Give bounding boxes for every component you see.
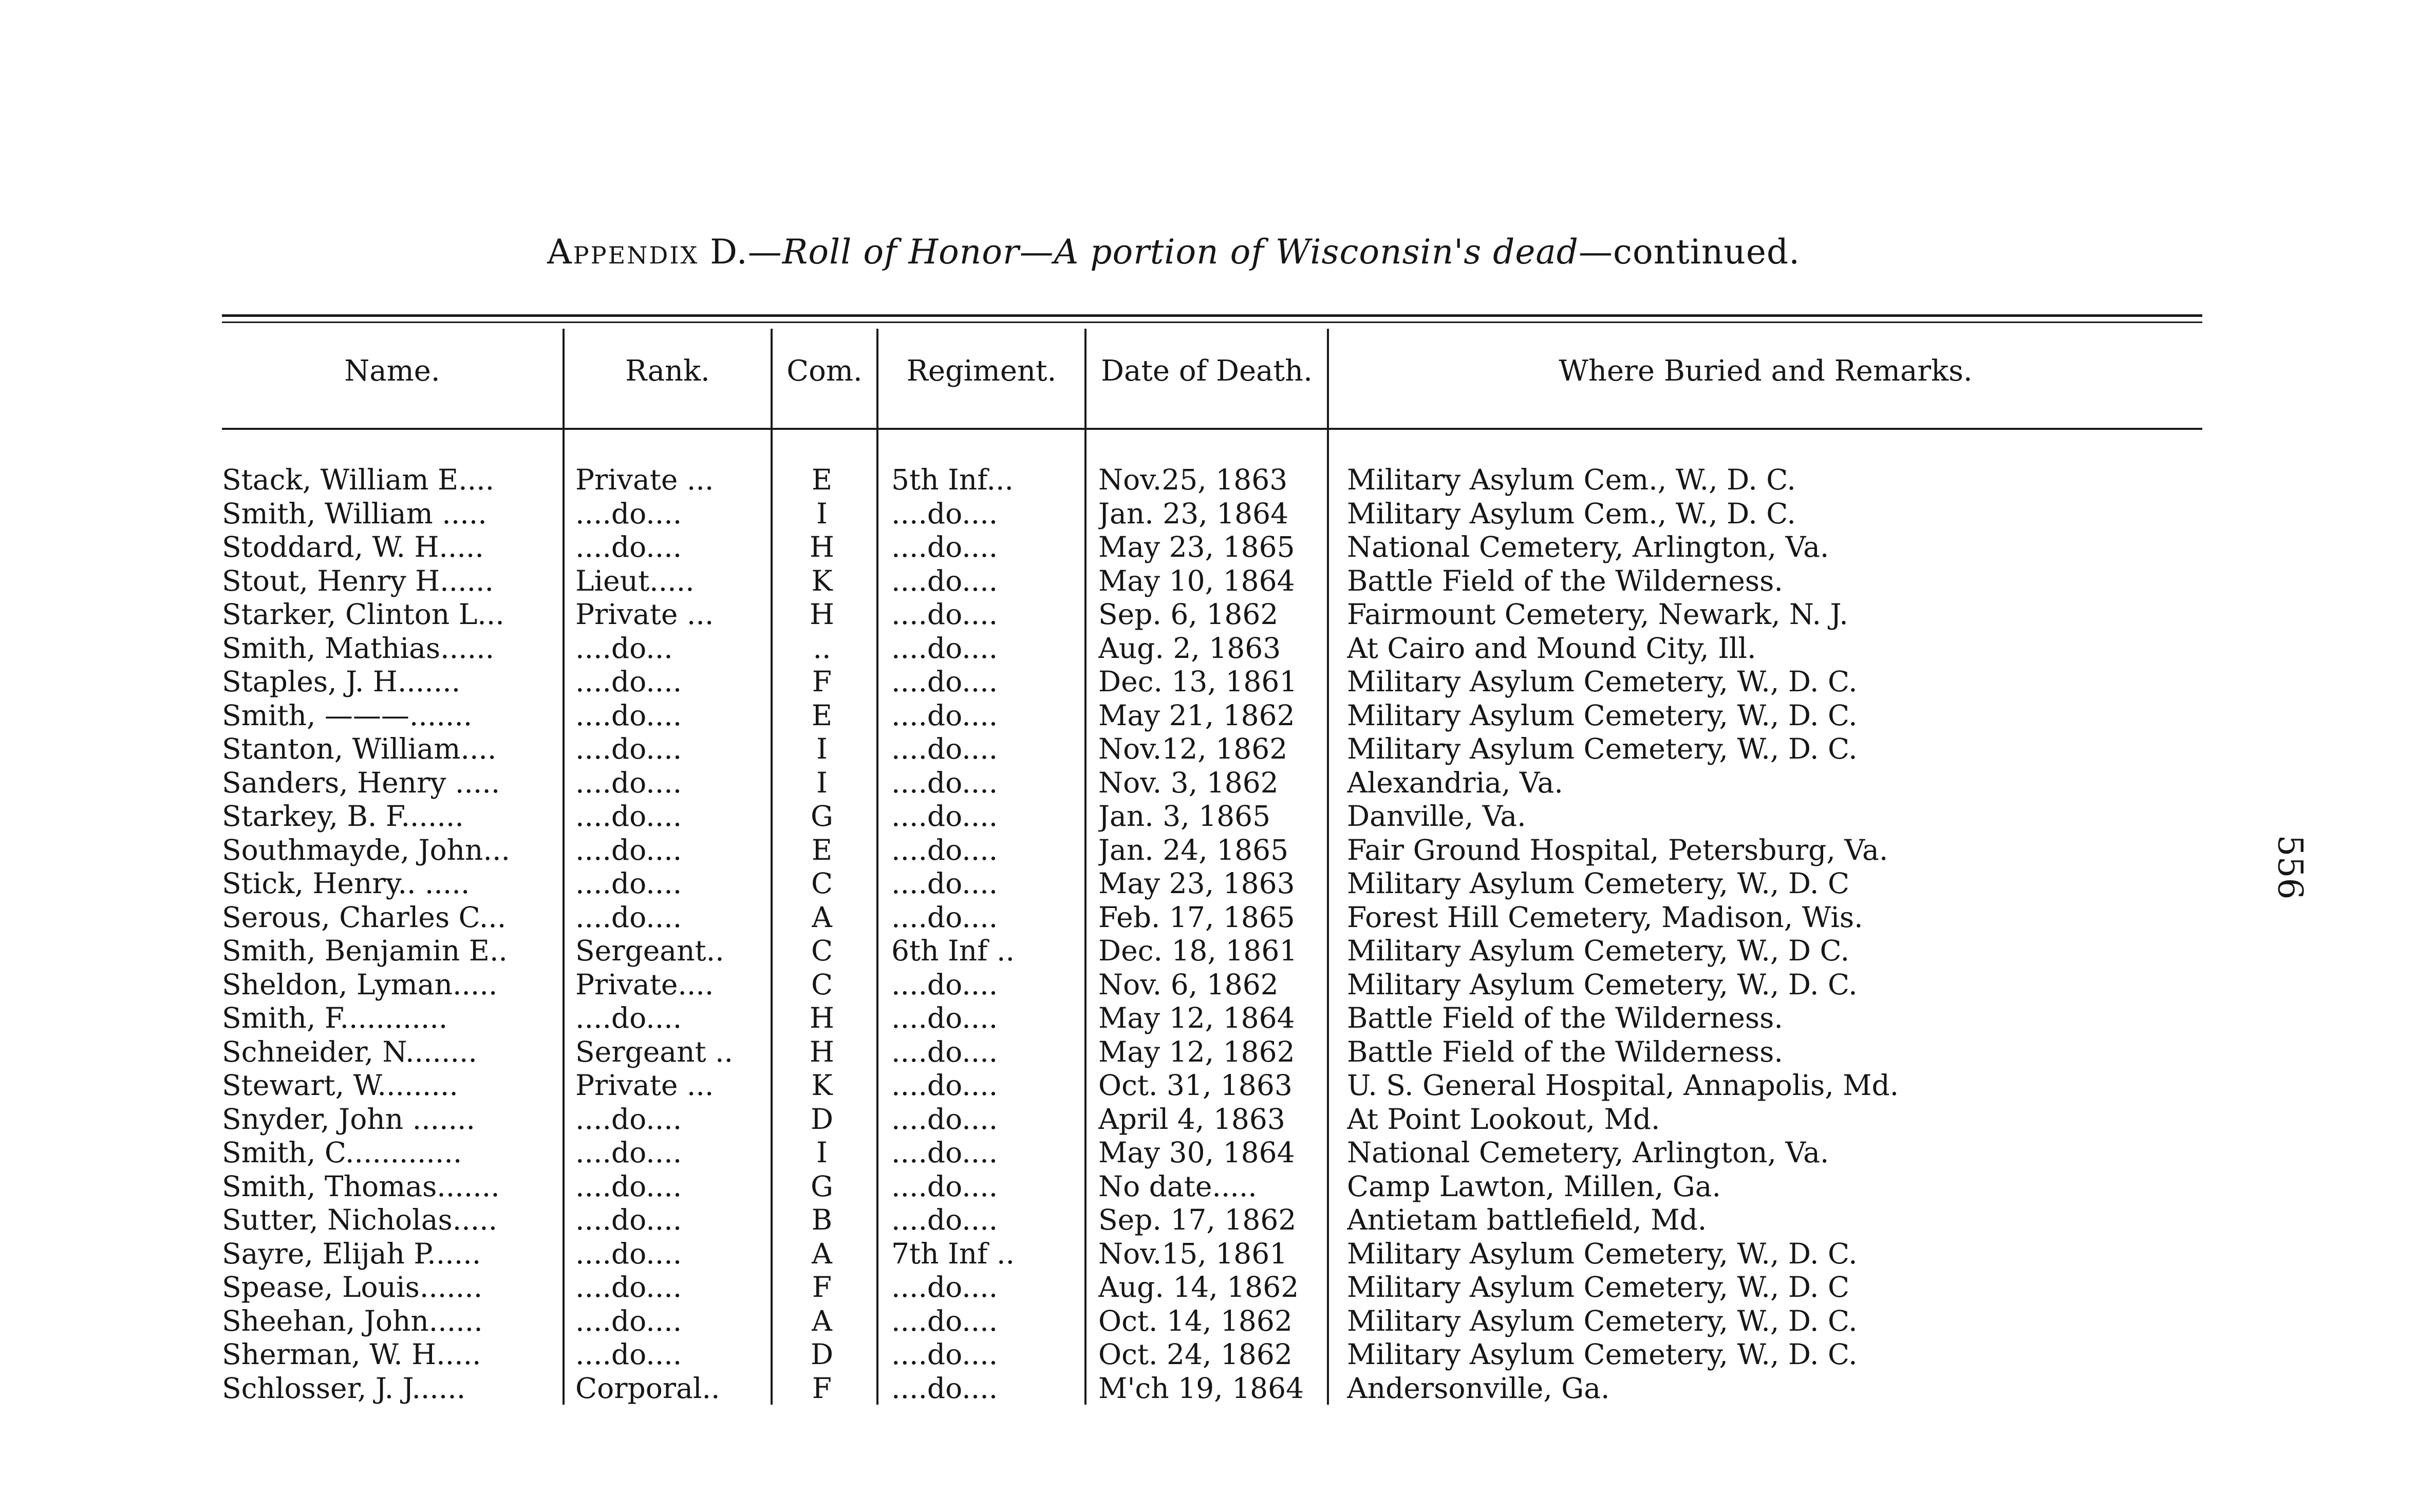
regiment-cell: ....do....: [891, 833, 998, 866]
company-cell: A: [812, 900, 832, 934]
rank-cell: ....do....: [575, 900, 682, 934]
company-cell: I: [816, 732, 828, 765]
rank-cell: ....do....: [575, 1102, 682, 1136]
date-of-death-cell: Oct. 24, 1862: [1098, 1338, 1293, 1371]
company-cell: G: [811, 1169, 833, 1203]
company-cell: F: [812, 1371, 832, 1405]
rank-cell: ....do....: [575, 698, 682, 732]
company-cell: C: [811, 867, 833, 900]
table-row: [0, 632, 2435, 666]
date-of-death-cell: May 23, 1863: [1098, 867, 1295, 900]
date-of-death-cell: April 4, 1863: [1098, 1102, 1285, 1136]
regiment-cell: 6th Inf ..: [891, 934, 1015, 967]
title-prefix: Appendix: [547, 232, 699, 272]
where-buried-cell: At Cairo and Mound City, Ill.: [1347, 631, 1756, 665]
name-cell: Starkey, B. F.......: [222, 800, 464, 833]
regiment-cell: ....do....: [891, 732, 998, 765]
regiment-cell: ....do....: [891, 598, 998, 631]
name-cell: Sheldon, Lyman.....: [222, 968, 498, 1001]
name-cell: Staples, J. H.......: [222, 665, 461, 698]
date-of-death-cell: Nov. 3, 1862: [1098, 766, 1279, 799]
regiment-cell: ....do....: [891, 1136, 998, 1169]
page-title: [547, 232, 1883, 272]
company-cell: K: [811, 564, 833, 597]
date-of-death-cell: May 10, 1864: [1098, 564, 1295, 597]
table-row: [0, 1203, 2435, 1237]
regiment-cell: ....do....: [891, 1203, 998, 1236]
date-of-death-cell: May 12, 1864: [1098, 1001, 1295, 1034]
company-cell: I: [816, 766, 828, 799]
rank-cell: ....do....: [575, 800, 682, 833]
where-buried-cell: Andersonville, Ga.: [1347, 1371, 1610, 1405]
where-buried-cell: Forest Hill Cemetery, Madison, Wis.: [1347, 900, 1863, 934]
name-cell: Smith, Thomas.......: [222, 1169, 500, 1203]
rank-cell: ....do....: [575, 1001, 682, 1034]
header-rule: [222, 428, 2202, 430]
name-cell: Sayre, Elijah P......: [222, 1237, 481, 1270]
regiment-cell: ....do....: [891, 1271, 998, 1303]
rank-cell: Lieut.....: [575, 564, 695, 597]
where-buried-cell: Camp Lawton, Millen, Ga.: [1347, 1169, 1721, 1203]
regiment-cell: 5th Inf...: [891, 463, 1014, 496]
date-of-death-cell: Dec. 13, 1861: [1098, 665, 1298, 698]
rank-cell: ....do....: [575, 665, 682, 698]
company-cell: F: [812, 665, 832, 698]
regiment-cell: ....do....: [891, 766, 998, 799]
company-cell: I: [816, 1136, 828, 1169]
page-number: 556: [2270, 835, 2310, 900]
rank-cell: ....do....: [575, 732, 682, 765]
where-buried-cell: Military Asylum Cemetery, W., D. C.: [1347, 968, 1858, 1001]
name-cell: Stewart, W.........: [222, 1069, 458, 1102]
name-cell: Schlosser, J. J......: [222, 1371, 466, 1405]
table-row: [0, 1271, 2435, 1305]
where-buried-cell: Military Asylum Cemetery, W., D. C.: [1347, 698, 1858, 732]
name-cell: Snyder, John .......: [222, 1102, 476, 1136]
rank-cell: ....do....: [575, 867, 682, 900]
name-cell: Stick, Henry.. .....: [222, 867, 470, 900]
company-cell: C: [811, 968, 833, 1001]
table-row: [0, 497, 2435, 531]
table-row: [0, 564, 2435, 598]
company-cell: G: [811, 800, 833, 833]
date-of-death-cell: Sep. 6, 1862: [1098, 598, 1279, 631]
where-buried-cell: Military Asylum Cemetery, W., D. C: [1347, 1271, 1850, 1303]
company-cell: A: [812, 1304, 832, 1337]
table-row: [0, 834, 2435, 867]
name-cell: Smith, Mathias......: [222, 631, 495, 665]
where-buried-cell: Military Asylum Cemetery, W., D. C.: [1347, 1304, 1858, 1337]
where-buried-cell: U. S. General Hospital, Annapolis, Md.: [1347, 1069, 1899, 1102]
name-cell: Sutter, Nicholas.....: [222, 1203, 498, 1236]
title-continued: —continued.: [1579, 232, 1801, 272]
table-row: [0, 1103, 2435, 1137]
rank-cell: ....do....: [575, 497, 682, 530]
table-row: [0, 1338, 2435, 1372]
company-cell: B: [811, 1203, 833, 1236]
company-cell: A: [812, 1237, 832, 1270]
regiment-cell: ....do....: [891, 698, 998, 732]
where-buried-cell: Military Asylum Cem., W., D. C.: [1347, 497, 1796, 530]
rank-cell: ....do....: [575, 531, 682, 563]
regiment-cell: ....do....: [891, 1338, 998, 1371]
table-row: [0, 598, 2435, 632]
company-cell: F: [812, 1271, 832, 1303]
name-cell: Smith, ———.......: [222, 698, 473, 732]
rank-cell: Private ...: [575, 463, 714, 496]
company-cell: D: [810, 1338, 834, 1371]
where-buried-cell: Battle Field of the Wilderness.: [1347, 1035, 1783, 1068]
where-buried-cell: National Cemetery, Arlington, Va.: [1347, 1136, 1829, 1169]
rank-cell: ....do....: [575, 1271, 682, 1303]
regiment-cell: ....do....: [891, 497, 998, 530]
where-buried-cell: Military Asylum Cemetery, W., D. C.: [1347, 1237, 1858, 1270]
date-of-death-cell: No date.....: [1098, 1169, 1257, 1203]
regiment-cell: ....do....: [891, 800, 998, 833]
where-buried-cell: Battle Field of the Wilderness.: [1347, 564, 1783, 597]
regiment-cell: ....do....: [891, 1371, 998, 1405]
table-row: [0, 531, 2435, 564]
regiment-cell: ....do....: [891, 968, 998, 1001]
where-buried-cell: Fairmount Cemetery, Newark, N. J.: [1347, 598, 1848, 631]
date-of-death-cell: Oct. 31, 1863: [1098, 1069, 1293, 1102]
header-where: Where Buried and Remarks.: [1559, 354, 1973, 388]
date-of-death-cell: Jan. 3, 1865: [1098, 800, 1271, 833]
company-cell: ..: [813, 631, 831, 665]
regiment-cell: ....do....: [891, 1069, 998, 1102]
regiment-cell: ....do....: [891, 900, 998, 934]
where-buried-cell: Antietam battlefield, Md.: [1347, 1203, 1707, 1236]
name-cell: Southmayde, John...: [222, 833, 510, 866]
regiment-cell: ....do....: [891, 1102, 998, 1136]
company-cell: H: [810, 531, 834, 563]
table-row: [0, 1069, 2435, 1103]
table-row: [0, 1035, 2435, 1069]
title-main: Roll of Honor—A portion of Wisconsin's dead: [782, 232, 1579, 272]
regiment-cell: ....do....: [891, 631, 998, 665]
regiment-cell: ....do....: [891, 1304, 998, 1337]
where-buried-cell: Military Asylum Cemetery, W., D. C.: [1347, 732, 1858, 765]
top-rule-inner: [222, 322, 2202, 323]
regiment-cell: ....do....: [891, 665, 998, 698]
date-of-death-cell: Nov. 6, 1862: [1098, 968, 1279, 1001]
rank-cell: Private ...: [575, 1069, 714, 1102]
date-of-death-cell: Jan. 23, 1864: [1098, 497, 1289, 530]
regiment-cell: ....do....: [891, 1169, 998, 1203]
header-date: Date of Death.: [1101, 354, 1313, 388]
table-row: [0, 800, 2435, 834]
table-row: [0, 934, 2435, 968]
company-cell: I: [816, 497, 828, 530]
name-cell: Sanders, Henry .....: [222, 766, 500, 799]
roll-table-body: [0, 463, 2435, 1405]
company-cell: H: [810, 1035, 834, 1068]
name-cell: Starker, Clinton L...: [222, 598, 504, 631]
date-of-death-cell: Nov.15, 1861: [1098, 1237, 1288, 1270]
where-buried-cell: Alexandria, Va.: [1347, 766, 1563, 799]
date-of-death-cell: M'ch 19, 1864: [1098, 1371, 1304, 1405]
table-row: [0, 1372, 2435, 1406]
regiment-cell: ....do....: [891, 1001, 998, 1034]
rank-cell: ....do....: [575, 766, 682, 799]
date-of-death-cell: Aug. 2, 1863: [1098, 631, 1281, 665]
table-row: [0, 665, 2435, 699]
where-buried-cell: Military Asylum Cemetery, W., D. C.: [1347, 665, 1858, 698]
title-letter: D.—: [699, 232, 782, 272]
table-row: [0, 1001, 2435, 1035]
name-cell: Serous, Charles C...: [222, 900, 507, 934]
name-cell: Stack, William E....: [222, 463, 495, 496]
name-cell: Smith, Benjamin E..: [222, 934, 508, 967]
where-buried-cell: Military Asylum Cemetery, W., D. C: [1347, 867, 1850, 900]
company-cell: D: [810, 1102, 834, 1136]
company-cell: H: [810, 1001, 834, 1034]
regiment-cell: ....do....: [891, 564, 998, 597]
rank-cell: Private ...: [575, 598, 714, 631]
date-of-death-cell: Aug. 14, 1862: [1098, 1271, 1299, 1303]
date-of-death-cell: Oct. 14, 1862: [1098, 1304, 1293, 1337]
regiment-cell: ....do....: [891, 867, 998, 900]
name-cell: Stanton, William....: [222, 732, 497, 765]
company-cell: H: [810, 598, 834, 631]
rank-cell: ....do...: [575, 631, 673, 665]
table-row: [0, 867, 2435, 901]
company-cell: E: [811, 833, 833, 866]
where-buried-cell: Military Asylum Cemetery, W., D. C.: [1347, 1338, 1858, 1371]
name-cell: Sheehan, John......: [222, 1304, 483, 1337]
table-row: [0, 463, 2435, 497]
date-of-death-cell: Dec. 18, 1861: [1098, 934, 1298, 967]
date-of-death-cell: May 23, 1865: [1098, 531, 1295, 563]
name-cell: Smith, C.............: [222, 1136, 462, 1169]
header-rank: Rank.: [625, 354, 710, 388]
company-cell: E: [811, 698, 833, 732]
rank-cell: ....do....: [575, 1203, 682, 1236]
table-row: [0, 901, 2435, 935]
table-row: [0, 968, 2435, 1002]
date-of-death-cell: Sep. 17, 1862: [1098, 1203, 1297, 1236]
name-cell: Smith, William .....: [222, 497, 487, 530]
header-regiment: Regiment.: [906, 354, 1057, 388]
where-buried-cell: Military Asylum Cemetery, W., D C.: [1347, 934, 1850, 967]
table-row: [0, 766, 2435, 800]
header-com: Com.: [786, 354, 863, 388]
name-cell: Schneider, N........: [222, 1035, 477, 1068]
regiment-cell: 7th Inf ..: [891, 1237, 1015, 1270]
date-of-death-cell: Jan. 24, 1865: [1098, 833, 1289, 866]
name-cell: Spease, Louis.......: [222, 1271, 483, 1303]
date-of-death-cell: May 12, 1862: [1098, 1035, 1295, 1068]
table-row: [0, 732, 2435, 766]
regiment-cell: ....do....: [891, 531, 998, 563]
name-cell: Smith, F............: [222, 1001, 448, 1034]
company-cell: K: [811, 1069, 833, 1102]
name-cell: Stoddard, W. H.....: [222, 531, 484, 563]
table-row: [0, 1305, 2435, 1338]
where-buried-cell: Fair Ground Hospital, Petersburg, Va.: [1347, 833, 1888, 866]
regiment-cell: ....do....: [891, 1035, 998, 1068]
table-row: [0, 1237, 2435, 1271]
name-cell: Sherman, W. H.....: [222, 1338, 481, 1371]
rank-cell: ....do....: [575, 1304, 682, 1337]
date-of-death-cell: May 30, 1864: [1098, 1136, 1295, 1169]
top-rule-outer: [222, 314, 2202, 317]
where-buried-cell: Military Asylum Cem., W., D. C.: [1347, 463, 1796, 496]
where-buried-cell: At Point Lookout, Md.: [1347, 1102, 1660, 1136]
where-buried-cell: Battle Field of the Wilderness.: [1347, 1001, 1783, 1034]
table-row: [0, 699, 2435, 733]
date-of-death-cell: May 21, 1862: [1098, 698, 1295, 732]
rank-cell: ....do....: [575, 1237, 682, 1270]
table-row: [0, 1170, 2435, 1204]
company-cell: E: [811, 463, 833, 496]
name-cell: Stout, Henry H......: [222, 564, 494, 597]
date-of-death-cell: Nov.25, 1863: [1098, 463, 1288, 496]
rank-cell: Sergeant ..: [575, 1035, 734, 1068]
rank-cell: Private....: [575, 968, 714, 1001]
rank-cell: ....do....: [575, 1136, 682, 1169]
rank-cell: Sergeant..: [575, 934, 724, 967]
table-row: [0, 1136, 2435, 1170]
company-cell: C: [811, 934, 833, 967]
rank-cell: ....do....: [575, 1169, 682, 1203]
date-of-death-cell: Feb. 17, 1865: [1098, 900, 1295, 934]
rank-cell: ....do....: [575, 833, 682, 866]
date-of-death-cell: Nov.12, 1862: [1098, 732, 1288, 765]
header-name: Name.: [344, 354, 440, 388]
where-buried-cell: National Cemetery, Arlington, Va.: [1347, 531, 1829, 563]
rank-cell: Corporal..: [575, 1371, 720, 1405]
where-buried-cell: Danville, Va.: [1347, 800, 1526, 833]
rank-cell: ....do....: [575, 1338, 682, 1371]
